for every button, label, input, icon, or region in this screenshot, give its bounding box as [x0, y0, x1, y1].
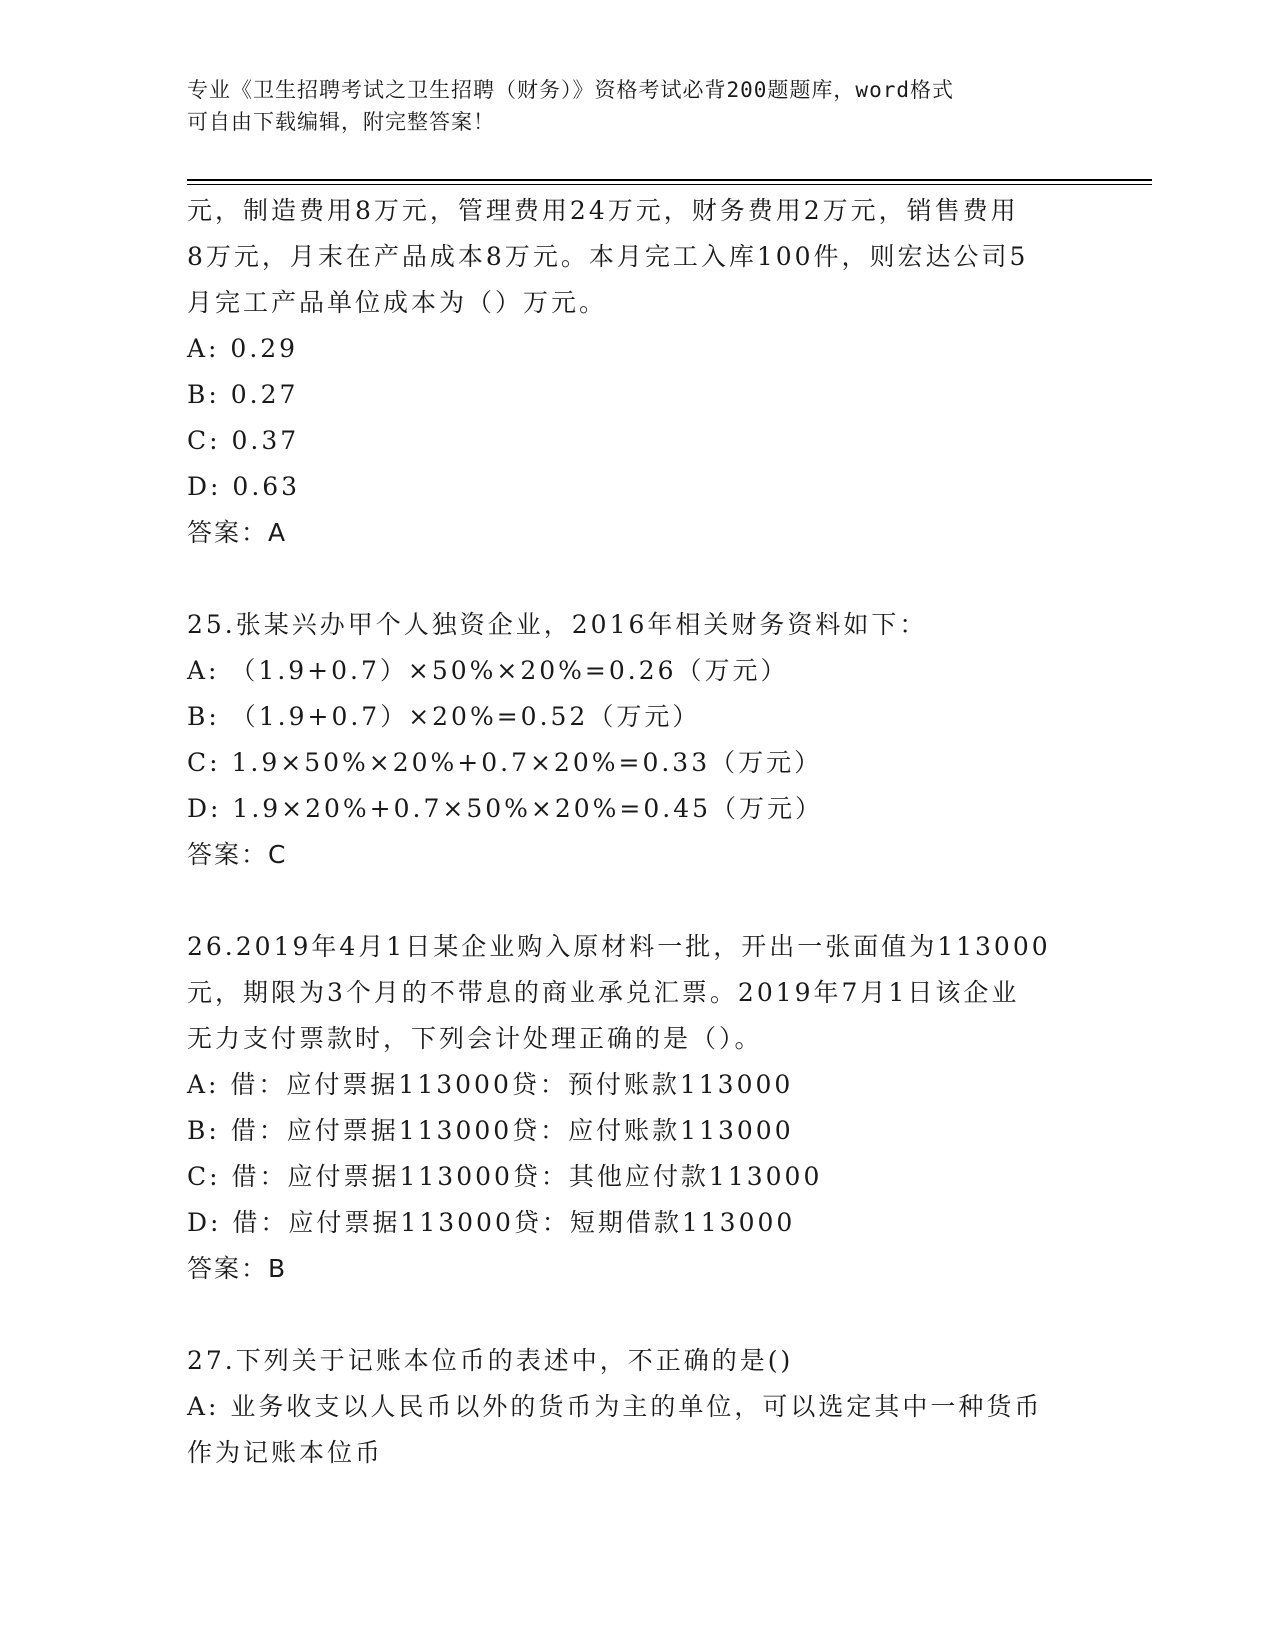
- header-rule-thick: [187, 179, 1152, 181]
- header-line-2: 可自由下载编辑，附完整答案！: [187, 110, 495, 134]
- header-line-1: 专业《卫生招聘考试之卫生招聘（财务）》资格考试必背200题题库，word格式: [187, 78, 954, 102]
- option-c: C: 1.9×50%×20%+0.7×20%=0.33（万元）: [187, 748, 823, 777]
- option-a: A: 借：应付票据113000贷：预付账款113000: [187, 1070, 794, 1099]
- option-d: D: 借：应付票据113000贷：短期借款113000: [187, 1208, 796, 1237]
- spacer: [187, 1292, 1152, 1338]
- document-body: [187, 188, 1152, 1476]
- question-25: [187, 602, 1152, 878]
- answer-line: 答案：C: [187, 840, 288, 869]
- question-stem-line: 元，期限为3个月的不带息的商业承兑汇票。2019年7月1日该企业: [187, 978, 1020, 1007]
- option-c: C: 0.37: [187, 426, 300, 455]
- question-stem-line: 25.张某兴办甲个人独资企业，2016年相关财务资料如下：: [187, 610, 928, 639]
- spacer: [187, 878, 1152, 924]
- answer-line: 答案：A: [187, 518, 288, 547]
- question-24: [187, 188, 1152, 556]
- option-a: A: （1.9+0.7）×50%×20%=0.26（万元）: [187, 656, 789, 685]
- answer-line: 答案：B: [187, 1254, 288, 1283]
- option-b: B: 0.27: [187, 380, 299, 409]
- option-b: B: 借：应付票据113000贷：应付账款113000: [187, 1116, 794, 1145]
- option-b: B: （1.9+0.7）×20%=0.52（万元）: [187, 702, 701, 731]
- option-d: D: 1.9×20%+0.7×50%×20%=0.45（万元）: [187, 794, 824, 823]
- option-a-continued: 作为记账本位币: [187, 1438, 384, 1467]
- option-a: A: 业务收支以人民币以外的货币为主的单位，可以选定其中一种货币: [187, 1392, 1043, 1421]
- question-stem-line: 26.2019年4月1日某企业购入原材料一批，开出一张面值为113000: [187, 932, 1051, 961]
- spacer: [187, 556, 1152, 602]
- question-26: [187, 924, 1152, 1292]
- question-stem-line: 27.下列关于记账本位币的表述中，不正确的是(): [187, 1346, 794, 1375]
- question-stem-line: 元，制造费用8万元，管理费用24万元，财务费用2万元，销售费用: [187, 196, 1019, 225]
- option-a: A: 0.29: [187, 334, 299, 363]
- page-header: [187, 74, 1067, 138]
- question-stem-line: 无力支付票款时，下列会计处理正确的是（）。: [187, 1024, 763, 1053]
- question-stem-line: 8万元，月末在产品成本8万元。本月完工入库100件，则宏达公司5: [187, 242, 1029, 271]
- option-d: D: 0.63: [187, 472, 301, 501]
- header-rule-thin: [187, 184, 1152, 185]
- option-c: C: 借：应付票据113000贷：其他应付款113000: [187, 1162, 823, 1191]
- question-27: [187, 1338, 1152, 1476]
- question-stem-line: 月完工产品单位成本为（）万元。: [187, 288, 608, 317]
